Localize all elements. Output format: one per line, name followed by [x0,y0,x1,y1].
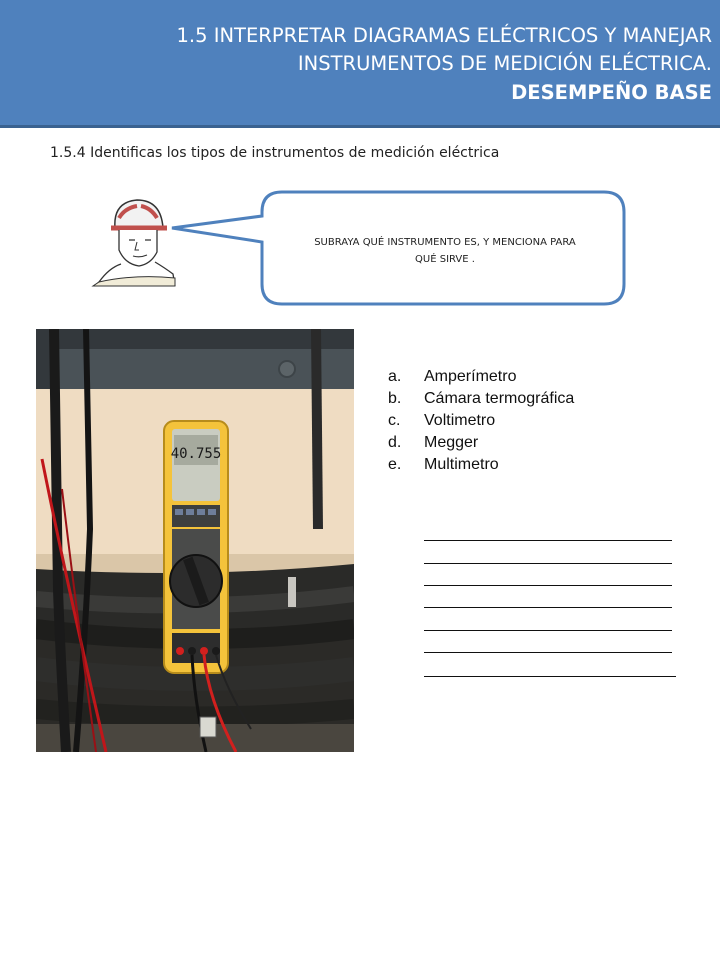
answer-line[interactable] [424,630,672,631]
answer-options-list [388,366,574,476]
multimeter-photo [36,329,354,752]
option-e[interactable] [388,454,574,476]
option-label: Cámara termográfica [424,390,575,407]
option-label: Megger [424,434,479,451]
option-a[interactable] [388,366,574,388]
instruction-line-1: SUBRAYA QUÉ INSTRUMENTO ES, Y MENCIONA PARA [314,237,576,248]
option-letter: a. [388,368,402,385]
option-letter: c. [388,412,401,429]
answer-line[interactable] [424,585,672,586]
answer-line[interactable] [424,676,676,677]
option-letter: d. [388,434,402,451]
option-b[interactable] [388,388,574,410]
option-label: Voltimetro [424,412,496,429]
option-label: Amperímetro [424,368,517,385]
answer-line[interactable] [424,607,672,608]
instruction-line-2: QUÉ SIRVE . [415,254,475,265]
option-d[interactable] [388,432,574,454]
title-line-1: 1.5 INTERPRETAR DIAGRAMAS ELÉCTRICOS Y MANEJAR [176,24,712,47]
title-line-2: INSTRUMENTOS DE MEDICIÓN ELÉCTRICA. [297,52,712,75]
section-subtitle: 1.5.4 Identificas los tipos de instrumentos de medición eléctrica [50,145,500,161]
option-letter: b. [388,390,402,407]
speech-bubble-text [275,234,615,268]
title-line-3: DESEMPEÑO BASE [511,81,712,104]
option-label: Multimetro [424,456,499,473]
multimeter-display-reading: 40.755 [170,446,222,462]
answer-line[interactable] [424,540,672,541]
option-c[interactable] [388,410,574,432]
answer-line[interactable] [424,652,672,653]
option-letter: e. [388,456,402,473]
title-banner [0,0,720,128]
answer-line[interactable] [424,563,672,564]
